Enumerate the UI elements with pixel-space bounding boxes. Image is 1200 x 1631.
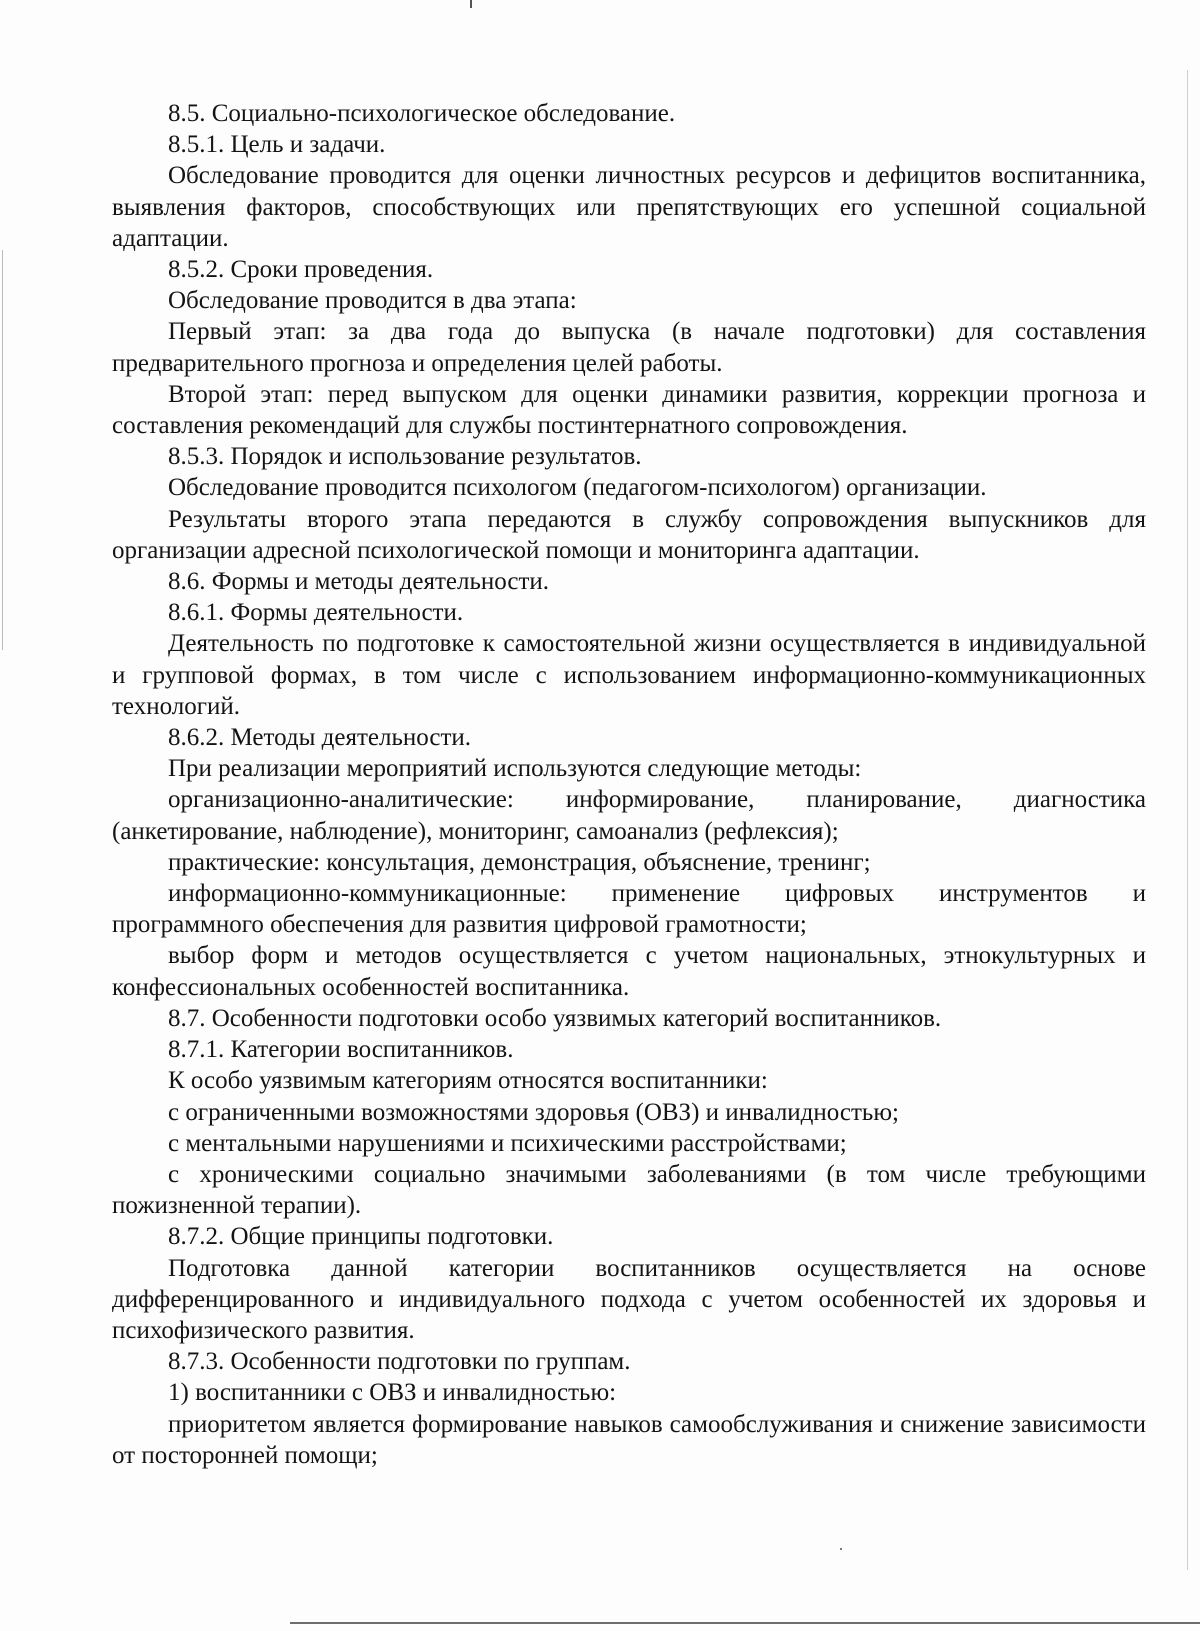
paragraph: Обследование проводится психологом (педагогом-психологом) организации. <box>168 474 987 502</box>
paragraph: Обследование проводится в два этапа: <box>168 287 577 315</box>
paragraph: выбор форм и методов осуществляется с учетом национальных, этнокультурных и конфессиональных особенностей воспитанника. <box>112 942 1146 1001</box>
heading-8-7-1: 8.7.1. Категории воспитанников. <box>168 1036 514 1064</box>
heading-8-7-2: 8.7.2. Общие принципы подготовки. <box>168 1223 554 1251</box>
heading-8-5-1: 8.5.1. Цель и задачи. <box>168 131 386 159</box>
list-item: с ментальными нарушениями и психическими расстройствами; <box>168 1129 847 1157</box>
paragraph: приоритетом является формирование навыков самообслуживания и снижение зависимости от посторонней помощи; <box>112 1410 1146 1469</box>
paragraph: Второй этап: перед выпуском для оценки динамики развития, коррекции прогноза и составления рекомендаций для службы постинтернатного сопровождения. <box>112 380 1146 440</box>
paragraph: При реализации мероприятий используются следующие методы: <box>168 755 862 783</box>
list-item: информационно-коммуникационные: применение цифровых инструментов и программного обеспечения для развития цифровой грамотности; <box>112 880 1146 939</box>
scan-artifact-dot <box>840 1548 842 1550</box>
heading-8-5-3: 8.5.3. Порядок и использование результатов. <box>168 443 642 471</box>
scan-artifact-right <box>1187 70 1188 1570</box>
paragraph: К особо уязвимым категориям относятся воспитанники: <box>168 1067 768 1095</box>
list-item: с хроническими социально значимыми заболеваниями (в том числе требующими пожизненной терапии). <box>112 1160 1146 1220</box>
scan-artifact-bottom <box>290 1622 1200 1624</box>
paragraph: Подготовка данной категории воспитанников осуществляется на основе дифференцированного и индивидуального подхода с учетом особенностей их здоровья и психофизического развития. <box>112 1254 1146 1344</box>
list-item: практические: консультация, демонстрация, объяснение, тренинг; <box>168 848 871 876</box>
paragraph: Обследование проводится для оценки личностных ресурсов и дефицитов воспитанника, выявления факторов, способствующих или препятствующих его успешной социальной адаптации. <box>112 162 1146 252</box>
list-item: 1) воспитанники с ОВЗ и инвалидностью: <box>168 1379 617 1407</box>
heading-8-5-2: 8.5.2. Сроки проведения. <box>168 256 434 284</box>
heading-8-6-1: 8.6.1. Формы деятельности. <box>168 599 464 627</box>
heading-8-7: 8.7. Особенности подготовки особо уязвимых категорий воспитанников. <box>168 1004 942 1032</box>
list-item: с ограниченными возможностями здоровья (ОВЗ) и инвалидностью; <box>168 1098 899 1126</box>
paragraph: Деятельность по подготовке к самостоятельной жизни осуществляется в индивидуальной и групповой формах, в том числе с использованием информационно-коммуникационных технологий. <box>112 630 1146 720</box>
paragraph: Первый этап: за два года до выпуска (в начале подготовки) для составления предварительного прогноза и определения целей работы. <box>112 318 1146 377</box>
heading-8-7-3: 8.7.3. Особенности подготовки по группам. <box>168 1348 631 1376</box>
scan-artifact-left <box>2 250 3 650</box>
heading-8-5: 8.5. Социально-психологическое обследование. <box>168 100 676 127</box>
scan-artifact-top <box>470 0 472 8</box>
document-body <box>112 98 1146 1471</box>
list-item: организационно-аналитические: информирование, планирование, диагностика (анкетирование, наблюдение), мониторинг, самоанализ (рефлексия); <box>112 786 1146 845</box>
heading-8-6-2: 8.6.2. Методы деятельности. <box>168 724 472 752</box>
heading-8-6: 8.6. Формы и методы деятельности. <box>168 568 550 596</box>
paragraph: Результаты второго этапа передаются в службу сопровождения выпускников для организации адресной психологической помощи и мониторинга адаптации. <box>112 505 1146 564</box>
